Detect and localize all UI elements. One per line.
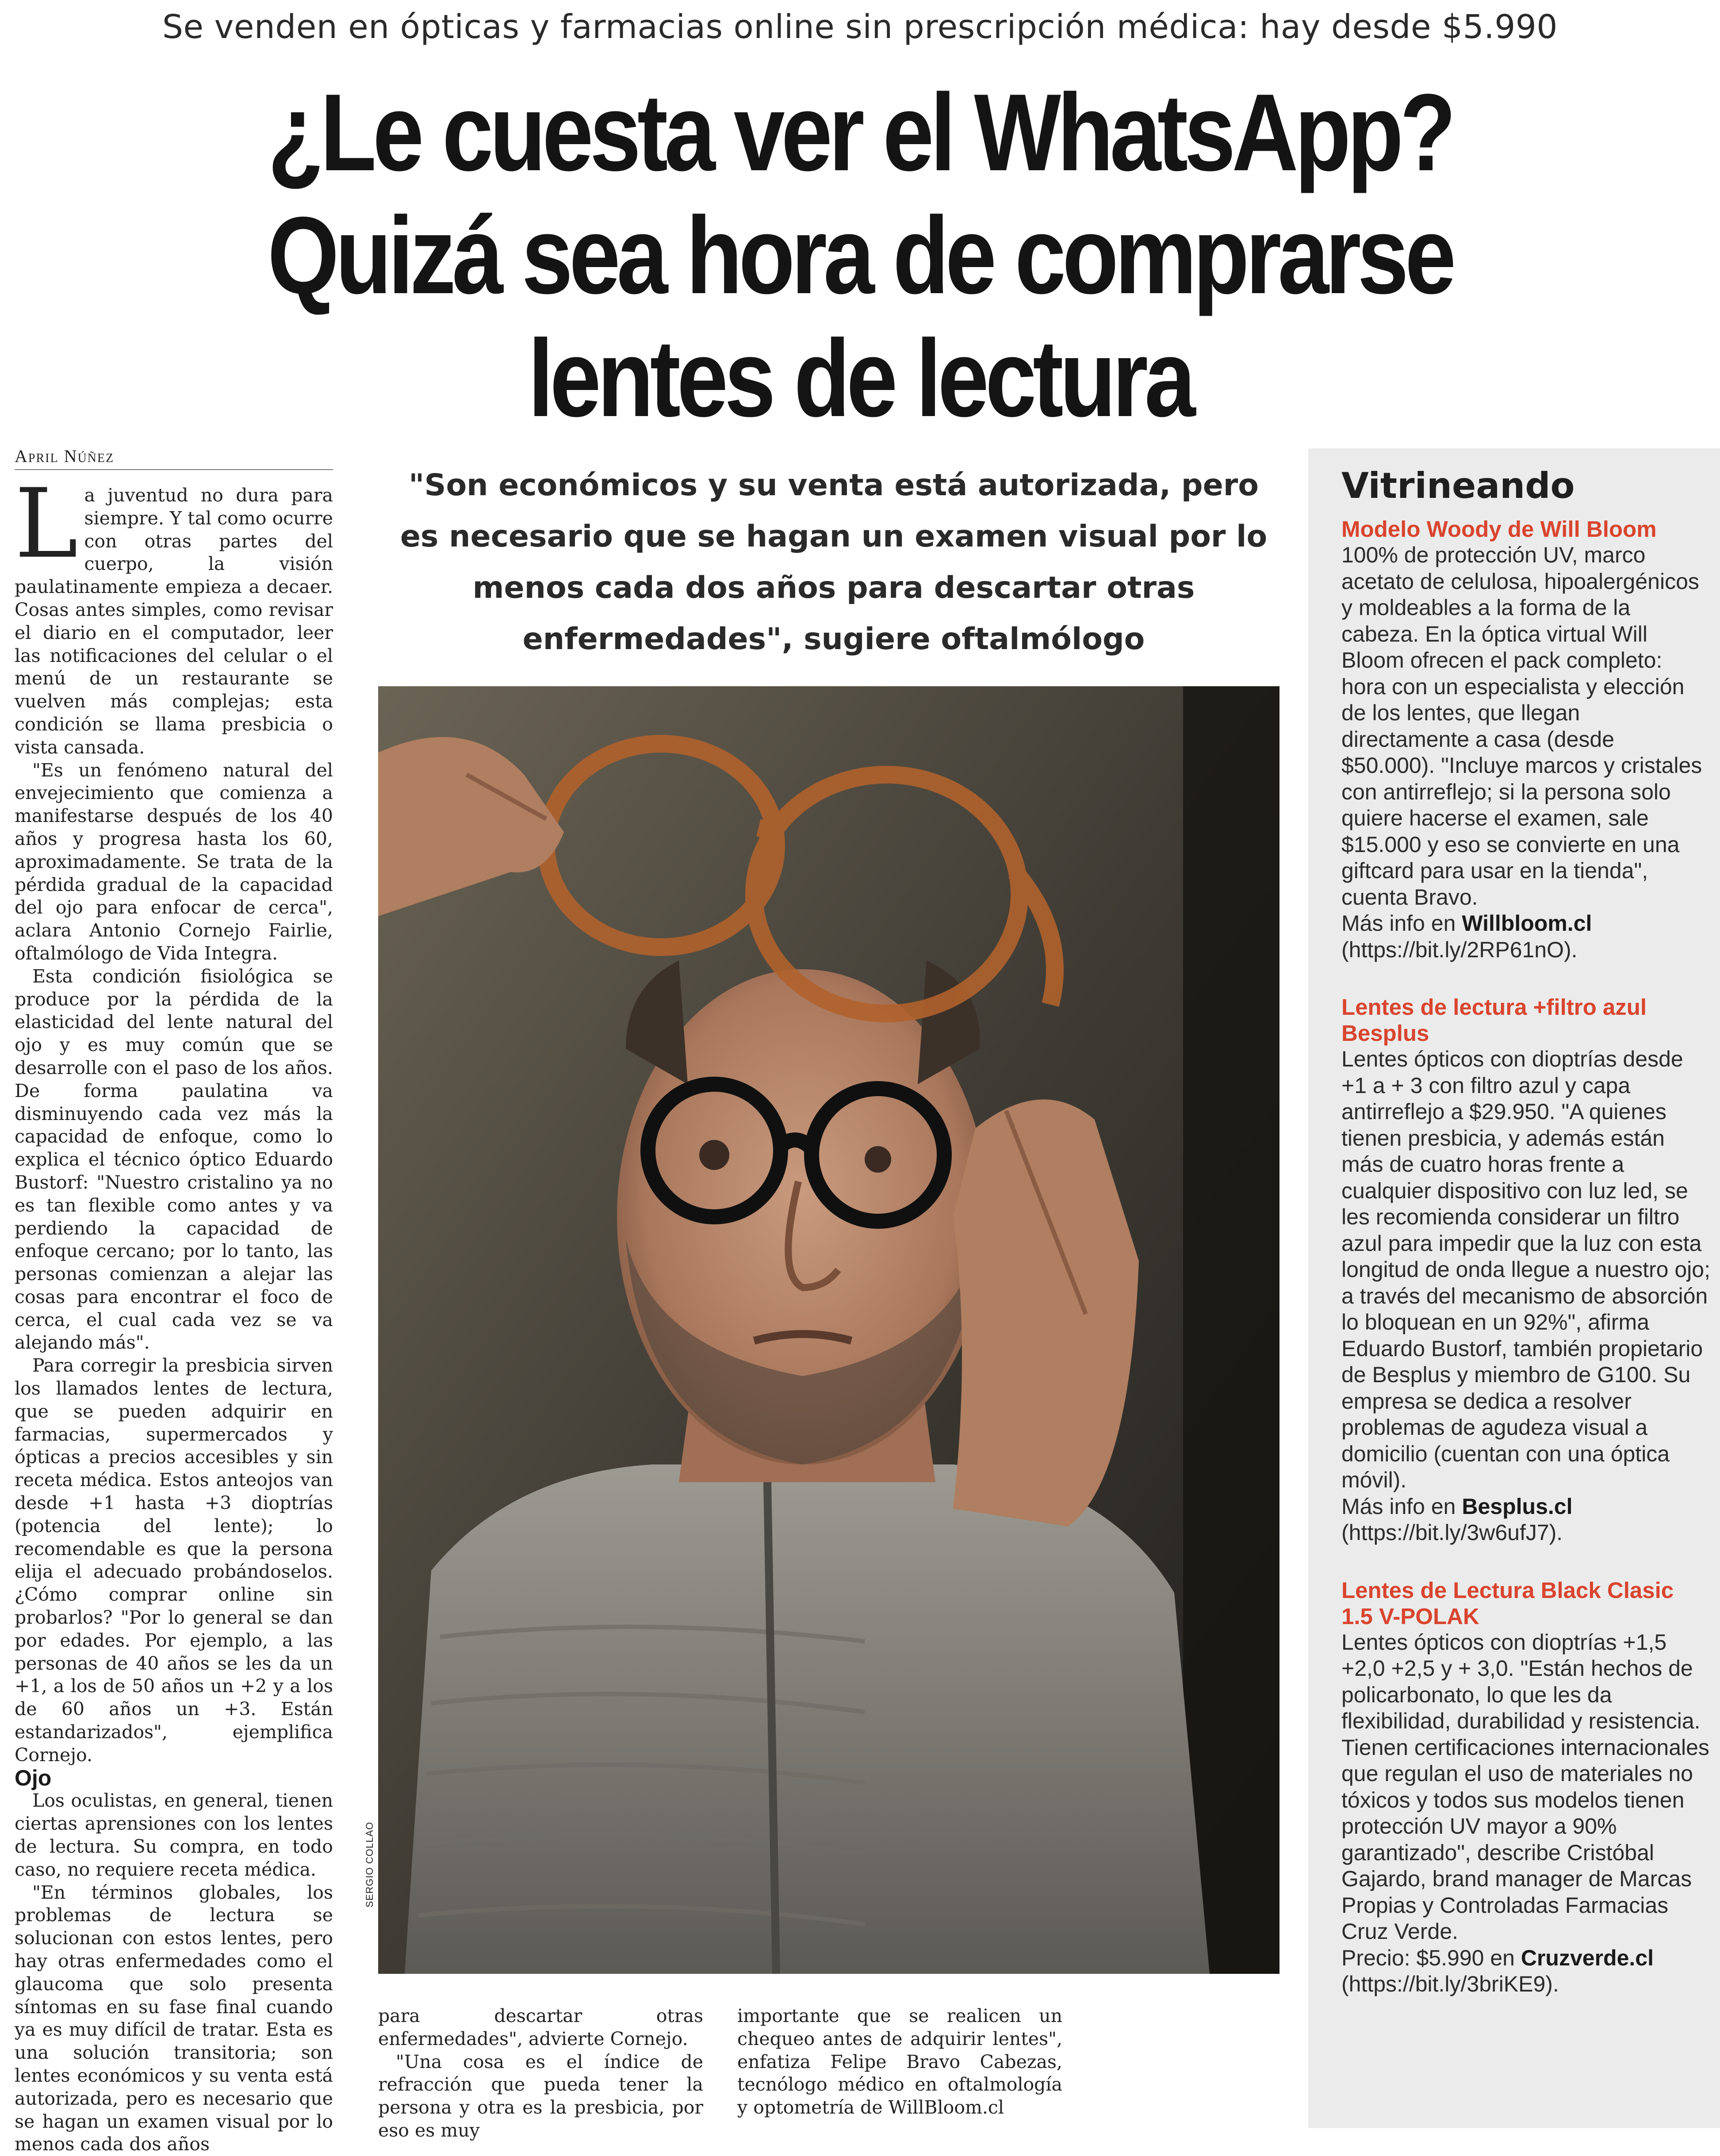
product-heading: Lentes de Lectura Black Clasic 1.5 V-POLAK — [1341, 1577, 1674, 1629]
paragraph-text: a juventud no dura para siempre. Y tal como ocurre con otras partes del cuerpo, la visión paulatinamente empieza a decaer. Cosas antes simples, como revisar el diario en el computador, leer las notificaciones del celular o el menú de un restaurante se vuelven más complejas; esta condición se llama presbicia o vista cansada. — [15, 485, 333, 758]
pull-quote-line: menos cada dos años para descartar otras — [472, 570, 1195, 605]
headline-line: lentes de lectura — [528, 317, 1192, 440]
body-paragraph — [15, 468, 333, 759]
sidebar-product-item — [1341, 994, 1711, 1546]
pull-quote — [378, 460, 1289, 665]
section-subhead: Ojo — [15, 1765, 52, 1790]
pull-quote-line: enfermedades", sugiere oftalmólogo — [522, 622, 1145, 657]
man-trying-glasses-illustration — [378, 686, 1279, 1974]
product-site-link[interactable]: Willbloom.cl — [1462, 911, 1592, 936]
product-site-link[interactable]: Cruzverde.cl — [1521, 1945, 1654, 1970]
drop-cap: L — [15, 468, 78, 579]
product-heading: Modelo Woody de Will Bloom — [1341, 516, 1657, 542]
sidebar-product-item — [1341, 516, 1711, 963]
more-info-label: Más info en — [1341, 1494, 1462, 1519]
body-paragraph: Los oculistas, en general, tienen ciertas aprensiones con los lentes de lectura. Su compra, en todo caso, no requiere receta médica. — [15, 1790, 333, 1880]
headline-line: ¿Le cuesta ver el WhatsApp? — [268, 71, 1452, 194]
more-info-label: Más info en — [1341, 911, 1462, 936]
body-paragraph: Esta condición fisiológica se produce por la pérdida de la elasticidad del lente natural del ojo y es muy común que se desarrolle con el paso de los años. De forma paulatina va disminuyendo cada vez más la capacidad de enfoque, como lo explica el técnico óptico Eduardo Bustorf: "Nuestro cristalino ya no es tan flexible como antes y va perdiendo la capacidad de enfoque cercano; por lo tanto, las personas comienzan a alejar las cosas para encontrar el foco de cerca, el cual cada vez se va alejando más". — [15, 965, 333, 1353]
body-column-3 — [737, 2005, 1062, 2128]
product-site-link[interactable]: Besplus.cl — [1462, 1494, 1573, 1519]
product-text: 100% de protección UV, marco acetato de celulosa, hipoalergénicos y moldeables a la forma de la cabeza. En la óptica virtual Will Bloom ofrecen el pack completo: hora con un especialista y elección de los lentes, que llegan directamente a casa (desde $50.000). "Incluye marcos y cristales con antirreflejo; si la persona solo quiere hacerse el examen, sale $15.000 y eso se convierte en una giftcard para usar en la tienda", cuenta Bravo. — [1341, 543, 1702, 910]
body-paragraph: para descartar otras enfermedades", advierte Cornejo. — [378, 2005, 703, 2049]
photo-credit: SERGIO COLLAO — [364, 1822, 375, 1908]
body-paragraph: "En términos globales, los problemas de lectura se solucionan con estos lentes, pero hay otras enfermedades como el glaucoma que solo presenta síntomas en su fase final cuando ya es muy difícil de tratar. Esta es una solución transitoria; son lentes económicos y su venta está autorizada, pero es necesario que se hagan un examen visual por lo menos cada dos años — [15, 1881, 333, 2155]
sidebar-vitrineando — [1308, 448, 1720, 2128]
product-short-link[interactable]: (https://bit.ly/2RP61nO). — [1341, 937, 1578, 962]
author-name: April Núñez — [15, 446, 115, 466]
product-text: Lentes ópticos con dioptrías desde +1 a + 3 con filtro azul y capa antirreflejo a $29.950. "A quienes tienen presbicia, y además están más de cuatro horas frente a cualquier dispositivo con luz led, se les recomienda considerar un filtro azul para impedir que la luz con esta longitud de onda llegue a nuestro ojo; a través del mecanismo de absorción lo bloquean en un 92%", afirma Eduardo Bustorf, también propietario de Besplus y miembro de G100. Su empresa se dedica a resolver problemas de agudeza visual a domicilio (cuentan con una óptica móvil). — [1341, 1047, 1710, 1492]
body-paragraph: Para corregir la presbicia sirven los llamados lentes de lectura, que se pueden adquirir en farmacias, supermercados y ópticas a precios accesibles y sin receta médica. Estos anteojos van desde +1 hasta +3 dioptrías (potencia del lente); lo recomendable es que la persona elija el adecuado probándoselos. ¿Cómo comprar online sin probarlos? "Por lo general se dan por edades. Por ejemplo, a las personas de 40 años se les da un +1, a los de 50 años un +2 y a los de 60 años un +3. Están estandarizados", ejemplifica Cornejo. — [15, 1355, 333, 1766]
body-column-1 — [15, 468, 333, 2155]
product-short-link[interactable]: (https://bit.ly/3briKE9). — [1341, 1972, 1559, 1996]
body-paragraph: importante que se realicen un chequeo antes de adquirir lentes", enfatiza Felipe Bravo Cabezas, tecnólogo médico en oftalmología y optometría de WillBloom.cl — [737, 2005, 1062, 2118]
body-paragraph: "Es un fenómeno natural del envejecimiento que comienza a manifestarse después de los 40 años y progresa hasta los 60, aproximadamente. Se trata de la pérdida gradual de la capacidad del ojo para enfocar de cerca", aclara Antonio Cornejo Fairlie, oftalmólogo de Vida Integra. — [15, 759, 333, 964]
product-description — [1341, 542, 1711, 963]
sidebar-product-item — [1341, 1577, 1711, 1998]
body-column-2 — [378, 2005, 703, 2141]
author-byline — [15, 446, 333, 470]
headline-line: Quizá sea hora de comprarse — [267, 194, 1453, 317]
pull-quote-line: "Son económicos y su venta está autorizada, pero — [409, 468, 1259, 503]
product-heading: Lentes de lectura +filtro azul Besplus — [1341, 994, 1647, 1046]
product-short-link[interactable]: (https://bit.ly/3w6ufJ7). — [1341, 1520, 1563, 1545]
product-description — [1341, 1629, 1711, 1998]
kicker-subtitle: Se venden en ópticas y farmacias online sin prescripción médica: hay desde $5.990 — [162, 8, 1558, 46]
headline — [138, 71, 1582, 440]
body-paragraph: "Una cosa es el índice de refracción que pueda tener la persona y otra es la presbicia, por eso es muy — [378, 2051, 703, 2141]
article-photo — [378, 686, 1279, 1974]
product-description — [1341, 1046, 1711, 1546]
sidebar-title: Vitrineando — [1341, 465, 1575, 506]
pull-quote-line: es necesario que se hagan un examen visual por lo — [400, 519, 1268, 554]
product-text: Lentes ópticos con dioptrías +1,5 +2,0 +2,5 y + 3,0. "Están hechos de policarbonato, lo que les da flexibilidad, durabilidad y resistencia. Tienen certificaciones internacionales que regulan el uso de materiales no tóxicos y todos sus modelos tienen protección UV mayor a 90% garantizado", describe Cristóbal Gajardo, brand manager de Marcas Propias y Controladas Farmacias Cruz Verde. — [1341, 1629, 1709, 1944]
price-label: Precio: $5.990 en — [1341, 1945, 1521, 1970]
